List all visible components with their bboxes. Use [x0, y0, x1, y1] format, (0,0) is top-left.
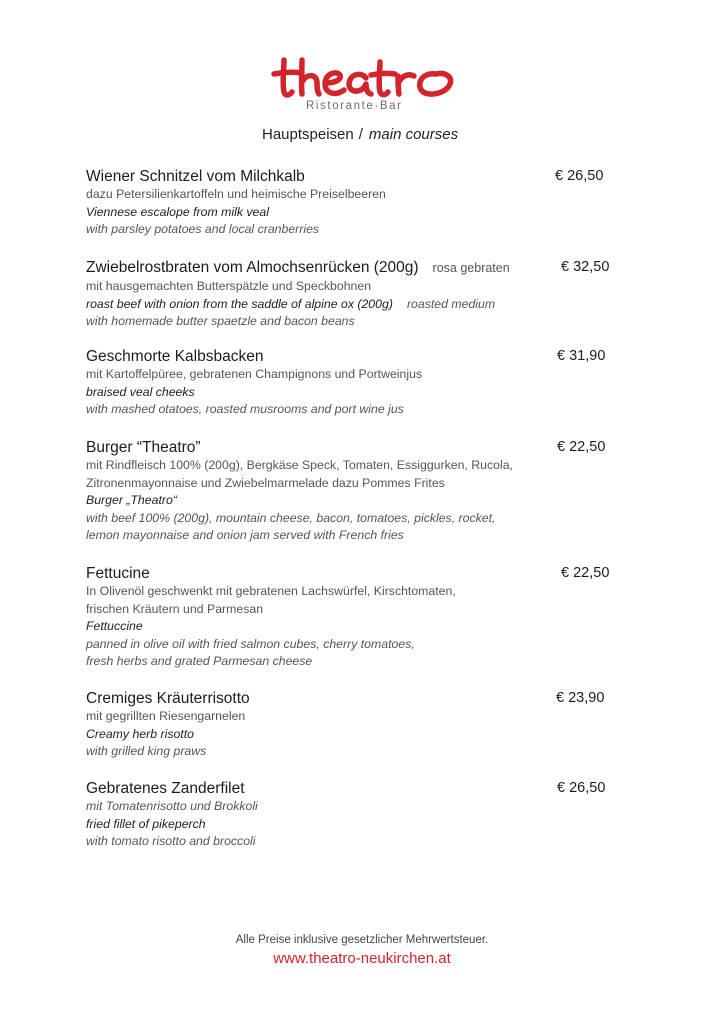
dish-description-de: Zitronenmayonnaise und Zwiebelmarmelade dazu Pommes Frites	[86, 475, 445, 490]
dish-price: € 23,90	[556, 690, 605, 706]
section-heading	[262, 126, 458, 143]
heading-german: Hauptspeisen	[262, 126, 354, 143]
dish-price: € 26,50	[557, 780, 606, 796]
dish-description-de: In Olivenöl geschwenkt mit gebratenen Lachswürfel, Kirschtomaten,	[86, 584, 456, 598]
dish-title-text: Geschmorte Kalbsbacken	[86, 348, 264, 365]
dish-title-text: Wiener Schnitzel vom Milchkalb	[86, 168, 305, 185]
menu-item	[86, 689, 626, 761]
dish-title-en: Burger „Theatro“	[86, 493, 177, 508]
dish-price: € 22,50	[561, 565, 610, 581]
dish-price: € 22,50	[557, 439, 606, 455]
dish-description-en: with mashed otatoes, roasted musrooms and port wine jus	[86, 402, 404, 417]
dish-title-en	[86, 296, 626, 314]
menu-item	[86, 347, 626, 419]
dish-title	[86, 438, 626, 457]
dish-title	[86, 564, 626, 583]
dish-description-de: frischen Kräutern und Parmesan	[86, 601, 264, 616]
dish-description-de: mit Kartoffelpüree, gebratenen Champignons und Portweinjus	[86, 367, 423, 381]
dish-description-de: mit gegrillten Riesengarnelen	[86, 709, 246, 723]
dish-description-en: with parsley potatoes and local cranberries	[86, 222, 320, 237]
dish-description-en: fresh herbs and grated Parmesan cheese	[86, 654, 313, 669]
dish-description-en: with grilled king praws	[86, 744, 207, 759]
menu-item	[86, 167, 626, 239]
dish-price: € 26,50	[555, 168, 604, 184]
dish-description-en: with tomato risotto and broccoli	[86, 834, 256, 849]
theatro-logo-mark	[270, 56, 460, 104]
dish-title-en: fried fillet of pikeperch	[86, 816, 206, 831]
dish-title-en: braised veal cheeks	[86, 384, 195, 399]
logo-subtitle: Ristorante·Bar	[306, 100, 403, 112]
dish-title	[86, 167, 626, 186]
dish-title-en-note: roasted medium	[406, 296, 496, 311]
website-link[interactable]: www.theatro-neukirchen.at	[273, 950, 451, 967]
menu-item	[86, 258, 626, 331]
dish-title-text: Burger “Theatro”	[86, 439, 201, 456]
dish-title	[86, 779, 626, 798]
dish-title-en: Fettuccine	[86, 619, 143, 634]
dish-description-de: mit Rindfleisch 100% (200g), Bergkäse Speck, Tomaten, Essiggurken, Rucola,	[86, 458, 513, 472]
dish-title-note: rosa gebraten	[432, 261, 510, 275]
dish-title-text: Gebratenes Zanderfilet	[86, 780, 245, 797]
vat-note: Alle Preise inklusive gesetzlicher Mehrwertsteuer.	[235, 934, 489, 946]
dish-description-en: with beef 100% (200g), mountain cheese, bacon, tomatoes, pickles, rocket,	[86, 510, 496, 525]
dish-title-text: Cremiges Kräuterrisotto	[86, 690, 250, 707]
heading-separator: /	[358, 126, 363, 143]
dish-title	[86, 258, 626, 278]
dish-title	[86, 347, 626, 366]
dish-title	[86, 689, 626, 708]
dish-title-en: Creamy herb risotto	[86, 726, 194, 741]
dish-price: € 32,50	[561, 259, 610, 275]
dish-title-en: Viennese escalope from milk veal	[86, 204, 269, 219]
dish-description-en: panned in olive oil with fried salmon cubes, cherry tomatoes,	[86, 636, 415, 651]
dish-description-de: mit hausgemachten Butterspätzle und Speckbohnen	[86, 279, 372, 293]
dish-description-de: mit Tomatenrisotto und Brokkoli	[86, 799, 258, 813]
menu-item	[86, 438, 626, 545]
dish-description-en: with homemade butter spaetzle and bacon beans	[86, 314, 355, 329]
dish-description-de: dazu Petersilienkartoffeln und heimische Preiselbeeren	[86, 187, 386, 201]
menu-item	[86, 564, 626, 671]
heading-english: main courses	[368, 126, 459, 143]
dish-title-text: Fettucine	[86, 565, 150, 582]
dish-title-text: Zwiebelrostbraten vom Almochsenrücken (200g)	[86, 259, 419, 276]
dish-description-en: lemon mayonnaise and onion jam served with French fries	[86, 528, 404, 543]
dish-title-en-text: roast beef with onion from the saddle of alpine ox (200g)	[86, 296, 393, 311]
menu-item	[86, 779, 626, 851]
dish-price: € 31,90	[557, 348, 606, 364]
